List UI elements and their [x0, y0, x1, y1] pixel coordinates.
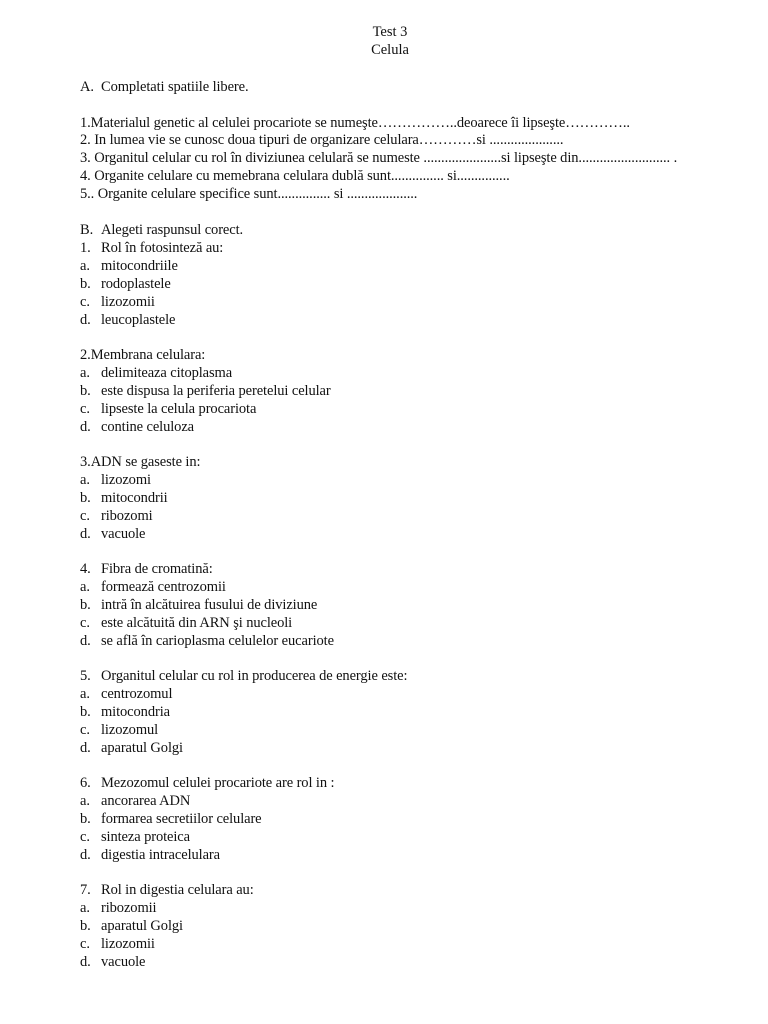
- answer-option: [80, 828, 190, 846]
- option-text: mitocondrii: [101, 490, 168, 506]
- option-text: sinteza proteica: [101, 829, 190, 845]
- answer-option: [80, 578, 226, 596]
- option-letter: b.: [80, 276, 91, 292]
- option-text: ancorarea ADN: [101, 793, 191, 809]
- option-text: aparatul Golgi: [101, 740, 183, 756]
- question-number: 7.: [80, 882, 91, 898]
- section-b-instruction: Alegeti raspunsul corect.: [101, 222, 244, 238]
- answer-option: [80, 275, 171, 293]
- option-letter: b.: [80, 383, 91, 399]
- option-letter: b.: [80, 811, 91, 827]
- question-number: 2.: [80, 347, 91, 363]
- option-text: formarea secretiilor celulare: [101, 811, 262, 827]
- question-stem: [80, 239, 223, 257]
- answer-option: [80, 257, 178, 275]
- option-letter: a.: [80, 472, 90, 488]
- option-text: lizozomi: [101, 472, 151, 488]
- question-stem: [80, 881, 254, 899]
- answer-option: [80, 293, 155, 311]
- answer-option: [80, 953, 145, 971]
- option-text: contine celuloza: [101, 419, 195, 435]
- option-text: vacuole: [101, 526, 146, 542]
- option-text: este dispusa la periferia peretelui celular: [101, 383, 331, 399]
- answer-option: [80, 400, 256, 418]
- option-text: lizozomul: [101, 722, 159, 738]
- section-b-heading: [80, 221, 243, 239]
- answer-option: [80, 685, 172, 703]
- option-letter: d.: [80, 419, 91, 435]
- question-number: 6.: [80, 775, 91, 791]
- section-a-heading: [80, 78, 249, 96]
- option-letter: d.: [80, 312, 91, 328]
- question-number: 4.: [80, 561, 91, 577]
- answer-option: [80, 614, 292, 632]
- option-letter: b.: [80, 704, 91, 720]
- option-letter: d.: [80, 633, 91, 649]
- option-text: lipseste la celula procariota: [101, 401, 257, 417]
- option-letter: c.: [80, 508, 90, 524]
- fill-in-item: 1.Materialul genetic al celulei procariote se numeşte……………..deoarece îi lipseşte…………..: [80, 115, 630, 131]
- question-number: 5.: [80, 668, 91, 684]
- answer-option: [80, 364, 232, 382]
- option-text: ribozomii: [101, 900, 157, 916]
- option-letter: c.: [80, 401, 90, 417]
- answer-option: [80, 792, 190, 810]
- option-text: intră în alcătuirea fusului de diviziune: [101, 597, 318, 613]
- option-letter: a.: [80, 365, 90, 381]
- option-text: leucoplastele: [101, 312, 176, 328]
- answer-option: [80, 382, 331, 400]
- option-letter: a.: [80, 686, 90, 702]
- option-letter: c.: [80, 829, 90, 845]
- answer-option: [80, 703, 170, 721]
- answer-option: [80, 846, 220, 864]
- answer-option: [80, 935, 155, 953]
- question-number: 1.: [80, 240, 91, 256]
- option-letter: d.: [80, 954, 91, 970]
- option-text: lizozomii: [101, 936, 155, 952]
- option-text: formează centrozomii: [101, 579, 226, 595]
- question-text: Fibra de cromatină:: [101, 561, 213, 577]
- option-text: digestia intracelulara: [101, 847, 220, 863]
- option-text: lizozomii: [101, 294, 155, 310]
- option-text: centrozomul: [101, 686, 173, 702]
- doc-subtitle: Celula: [371, 42, 409, 58]
- question-text: Membrana celulara:: [90, 347, 206, 363]
- answer-option: [80, 721, 158, 739]
- answer-option: [80, 739, 183, 757]
- question-text: Mezozomul celulei procariote are rol in :: [101, 775, 335, 791]
- option-text: vacuole: [101, 954, 146, 970]
- option-letter: b.: [80, 490, 91, 506]
- question-text: Rol in digestia celulara au:: [101, 882, 254, 898]
- option-text: este alcătuită din ARN şi nucleoli: [101, 615, 293, 631]
- answer-option: [80, 471, 151, 489]
- option-letter: a.: [80, 793, 90, 809]
- option-text: ribozomi: [101, 508, 153, 524]
- answer-option: [80, 489, 168, 507]
- option-letter: d.: [80, 526, 91, 542]
- option-text: mitocondriile: [101, 258, 178, 274]
- option-letter: b.: [80, 918, 91, 934]
- option-letter: a.: [80, 900, 90, 916]
- section-a-instruction: Completati spatiile libere.: [101, 79, 249, 95]
- answer-option: [80, 311, 175, 329]
- option-letter: a.: [80, 579, 90, 595]
- answer-option: [80, 596, 317, 614]
- answer-option: [80, 810, 262, 828]
- answer-option: [80, 418, 194, 436]
- question-number: 3.: [80, 454, 91, 470]
- question-text: ADN se gaseste in:: [90, 454, 201, 470]
- answer-option: [80, 899, 156, 917]
- option-letter: c.: [80, 294, 90, 310]
- section-a-letter: A.: [80, 79, 94, 95]
- option-letter: c.: [80, 615, 90, 631]
- question-stem: [80, 667, 407, 685]
- option-text: rodoplastele: [101, 276, 171, 292]
- option-letter: d.: [80, 740, 91, 756]
- answer-option: [80, 632, 334, 650]
- option-letter: b.: [80, 597, 91, 613]
- option-letter: d.: [80, 847, 91, 863]
- option-text: mitocondria: [101, 704, 170, 720]
- option-letter: a.: [80, 258, 90, 274]
- question-text: Rol în fotosinteză au:: [101, 240, 224, 256]
- option-text: se află în carioplasma celulelor eucariote: [101, 633, 334, 649]
- section-b-letter: B.: [80, 222, 94, 238]
- question-stem: [80, 560, 213, 578]
- question-stem: [80, 453, 200, 471]
- fill-in-item: 2. In lumea vie se cunosc doua tipuri de organizare celulara…………si .....................: [80, 132, 564, 148]
- answer-option: [80, 917, 183, 935]
- answer-option: [80, 507, 153, 525]
- fill-in-item: 3. Organitul celular cu rol în diviziunea celulară se numeste ......................si lipseşte din.......................... .: [80, 150, 678, 166]
- question-text: Organitul celular cu rol in producerea de energie este:: [101, 668, 408, 684]
- option-letter: c.: [80, 722, 90, 738]
- question-stem: [80, 774, 334, 792]
- option-text: aparatul Golgi: [101, 918, 183, 934]
- question-stem: [80, 346, 205, 364]
- doc-title: Test 3: [372, 24, 408, 40]
- fill-in-item: 5.. Organite celulare specifice sunt............... si ....................: [80, 186, 418, 202]
- option-text: delimiteaza citoplasma: [101, 365, 233, 381]
- answer-option: [80, 525, 145, 543]
- fill-in-item: 4. Organite celulare cu memebrana celulara dublă sunt............... si...............: [80, 168, 510, 184]
- option-letter: c.: [80, 936, 90, 952]
